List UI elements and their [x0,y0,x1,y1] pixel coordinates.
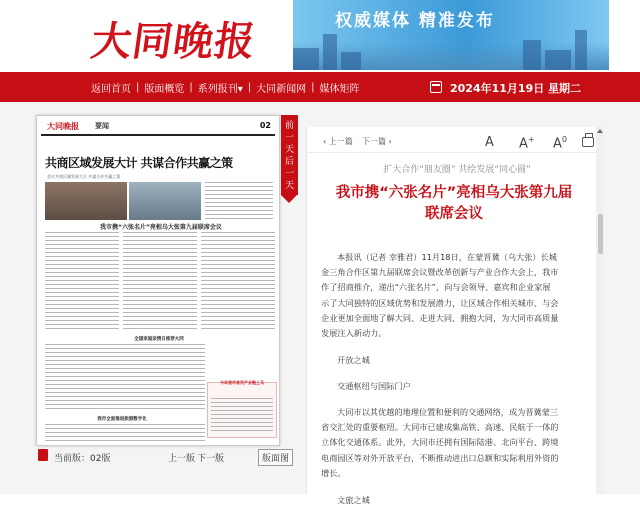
paper-page-number: 02 [259,121,271,130]
scrollbar-thumb[interactable] [598,214,603,254]
day-nav-char: 一 [284,169,294,179]
article-line: 企业更加全面地了解大同、走进大同、拥抱大同，为大同市高质量 [321,312,559,323]
paper-text-block [45,424,205,444]
nav-separator: | [136,81,140,93]
chevron-right-icon: › [386,137,392,146]
article-title [307,183,601,225]
paper-photo [45,182,127,220]
paper-masthead [41,120,275,136]
article-line: 省交汇处的重要枢纽。大同市已建成集高铁、高速、民航于一体的 [321,422,559,433]
article-line: 示了大同独特的区域优势和发展潜力，让区域合作相关城市、与会 [321,297,559,308]
chevron-down-icon: ▾ [237,83,243,95]
page-icon [38,449,48,461]
paper-subline: 会议共商区域发展大计 共谋合作共赢之策 [47,174,121,179]
nav-date: 2024年11月19日 星期二 [450,82,582,95]
article-title-line: 联席会议 [425,206,483,222]
header [0,0,640,72]
paper-text-block [211,398,273,434]
nav-item-news-site[interactable]: 大同新闻网 [256,83,307,95]
paper-photo [129,182,201,220]
banner-building [293,48,319,70]
article-toolbar [307,127,601,153]
paper-section: 要闻 [95,122,109,130]
current-page-label: 当前版：02版 [54,454,111,464]
article-line: 发展注入新动力。 [321,328,387,339]
article-line: 本报讯（记者 幸雅君）11月18日，在蒙晋冀（乌大张）长城 [337,252,557,262]
article-line: 作了招商推介，递出“六张名片”，向与会领导、嘉宾和企业家展 [321,282,551,293]
next-page-link[interactable]: 下一版 [197,454,225,464]
chevron-left-icon: ‹ [323,137,329,146]
article-line: 电商园区等对外开放平台，不断推动进出口总额和实际利用外资的 [321,452,559,463]
site-logo[interactable]: 大同晚报 [88,18,259,65]
article-scrollbar[interactable] [596,127,604,494]
article-subhead: 扩大合作“朋友圈” 共绘发展“同心圆” [383,165,531,175]
paper-text-block [45,232,119,332]
paper-headline[interactable]: 共商区域发展大计 共谋合作共赢之策 [45,156,233,170]
nav-item-series-label: 系列报刊 [197,83,238,95]
day-nav-char: 天 [284,181,294,191]
print-icon[interactable] [582,137,594,147]
banner-slogan: 权威媒体 精准发布 [335,11,495,31]
day-nav-tab[interactable] [281,115,298,195]
day-nav-char: 天 [284,145,294,155]
article-section-heading: 文旅之城 [337,495,370,505]
article-section-heading: 开放之城 [337,355,370,365]
banner-building [575,30,587,70]
paper-article-headline[interactable]: 今年我市首页产业链上马 [220,380,264,385]
font-reset-mark: 0 [561,135,567,144]
newspaper-page-image[interactable] [36,115,280,446]
font-reset-button[interactable] [553,135,567,151]
paper-text-block [123,232,197,332]
banner-building [341,52,361,70]
nav-separator: | [311,81,315,93]
nav-items [86,77,365,97]
main-nav [0,72,640,102]
paper-footer [36,447,296,465]
day-nav-char: 前 [284,121,294,131]
font-increase-button[interactable] [519,135,535,151]
banner-building [323,34,337,70]
banner-building [545,50,571,70]
next-article-label: 下一篇 [362,137,386,146]
article-section-heading: 交通枢纽与国际门户 [337,381,411,391]
paper-logo: 大同晚报 [47,121,79,131]
article-line: 立体化交通体系。此外，大同市还拥有国际陆港、北向平台、跨境 [321,437,559,448]
nav-item-media-matrix[interactable]: 媒体矩阵 [319,83,360,95]
paper-text-block [205,182,273,220]
article-line: 大同市以其优越的地理位置和便利的交通网络，成为晋冀蒙三 [337,407,559,417]
prev-page-link[interactable]: 上一版 [168,454,196,464]
article-paragraph [321,250,587,341]
nav-item-home[interactable]: 返回首页 [91,83,131,95]
font-increase-mark: + [527,135,535,144]
calendar-icon[interactable] [430,81,442,93]
paper-article-headline[interactable]: 我市全面推进旅游数字化 [97,417,147,422]
scroll-up-icon[interactable] [597,129,603,133]
nav-item-series[interactable] [193,80,248,95]
header-banner[interactable] [293,0,609,70]
nav-item-overview[interactable]: 版面概览 [144,83,185,95]
day-nav-char: 后 [284,157,294,167]
paper-text-block [45,344,205,410]
font-increase-letter: A [519,136,528,152]
article-panel [306,127,600,505]
paper-article-headline[interactable]: 我市携“六张名片”亮相乌大张第九届联席会议 [100,224,222,231]
nav-separator: | [189,81,193,93]
article-line: 金三角合作区第九届联席会议暨改革创新与产业合作大会上，我市 [321,267,559,278]
font-decrease-button[interactable]: A [485,135,494,150]
paper-article-headline[interactable]: 全国家庭亲情日推荐大同 [134,337,184,342]
prev-article-label: 上一篇 [328,137,353,146]
banner-building [523,40,541,70]
page-map-button[interactable]: 版面图 [258,449,293,466]
font-reset-letter: A [553,136,562,152]
nav-separator: | [247,81,252,93]
next-article-link[interactable] [362,136,392,147]
article-title-line: 我市携“六张名片”亮相乌大张第九届 [335,185,573,201]
paper-text-block [201,232,275,332]
article-line: 增长。 [321,467,346,478]
prev-article-link[interactable] [323,136,353,147]
article-paragraph [321,405,587,481]
day-nav-char: 一 [284,133,294,143]
